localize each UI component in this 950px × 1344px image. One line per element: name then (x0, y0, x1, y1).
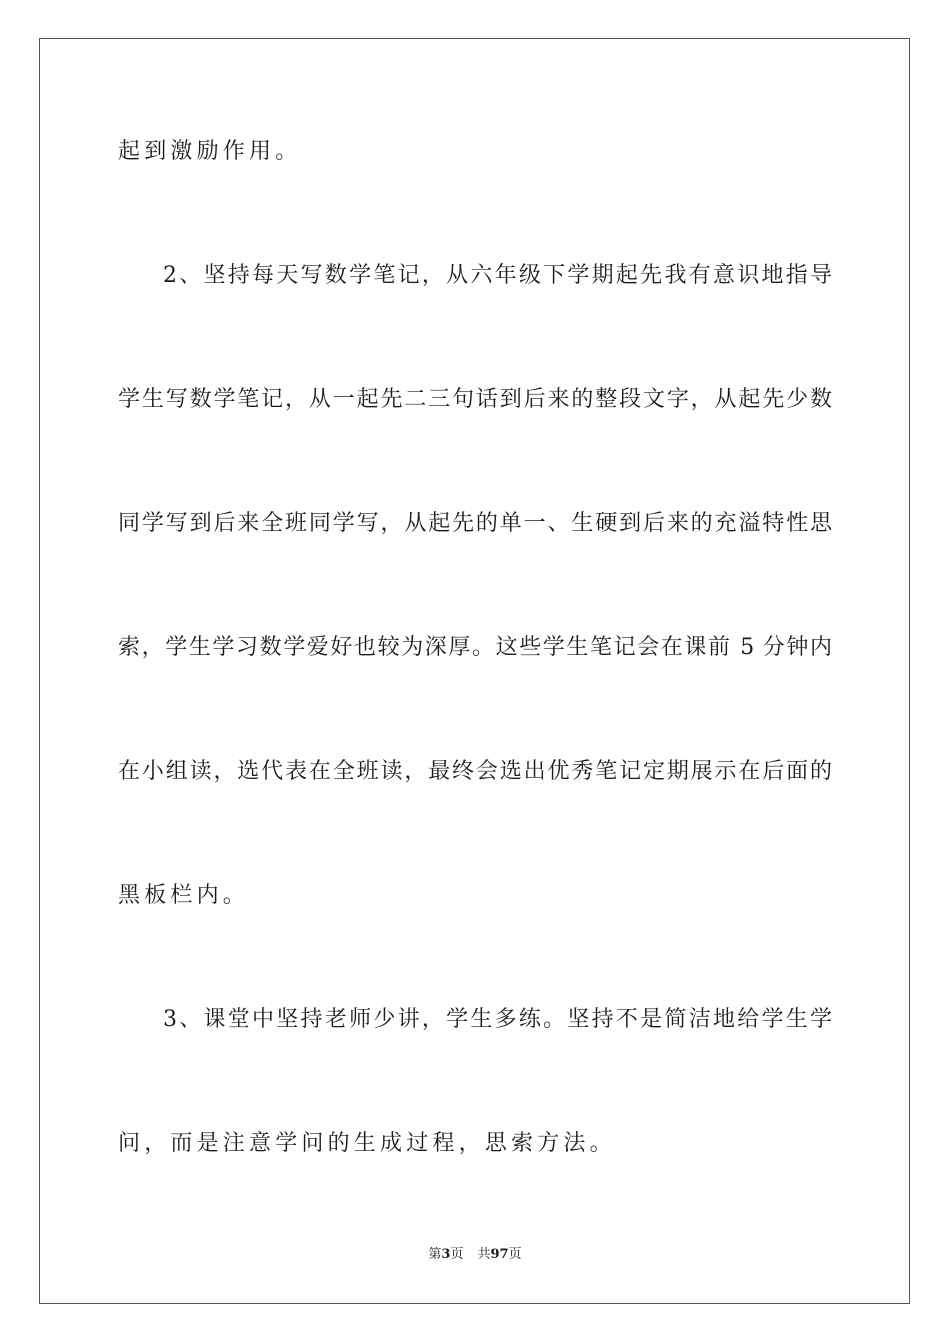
paragraph-line: 学生写数学笔记，从一起先二三句话到后来的整段文字，从起先少数 (118, 387, 832, 412)
paragraph-line: 3、课堂中坚持老师少讲，学生多练。坚持不是简洁地给学生学 (163, 1007, 832, 1032)
page-footer (0, 1246, 950, 1264)
total-prefix: 共 (477, 1247, 491, 1262)
paragraph-line: 2、坚持每天写数学笔记，从六年级下学期起先我有意识地指导 (163, 263, 832, 288)
paragraph-line: 黑板栏内。 (118, 883, 250, 908)
page-prefix: 第 (428, 1247, 442, 1262)
total-suffix: 页 (508, 1247, 522, 1262)
page-number: 3 (441, 1247, 451, 1262)
paragraph-line: 起到激励作用。 (118, 139, 302, 164)
paragraph-line: 同学写到后来全班同学写，从起先的单一、生硬到后来的充溢特性思 (118, 511, 832, 536)
page-suffix: 页 (450, 1247, 464, 1262)
page-border (39, 38, 910, 1304)
paragraph-line: 索，学生学习数学爱好也较为深厚。这些学生笔记会在课前 5 分钟内 (118, 635, 832, 660)
total-pages: 97 (490, 1247, 509, 1262)
paragraph-line: 在小组读，选代表在全班读，最终会选出优秀笔记定期展示在后面的 (118, 759, 832, 784)
paragraph-line: 问，而是注意学问的生成过程，思索方法。 (118, 1131, 616, 1156)
